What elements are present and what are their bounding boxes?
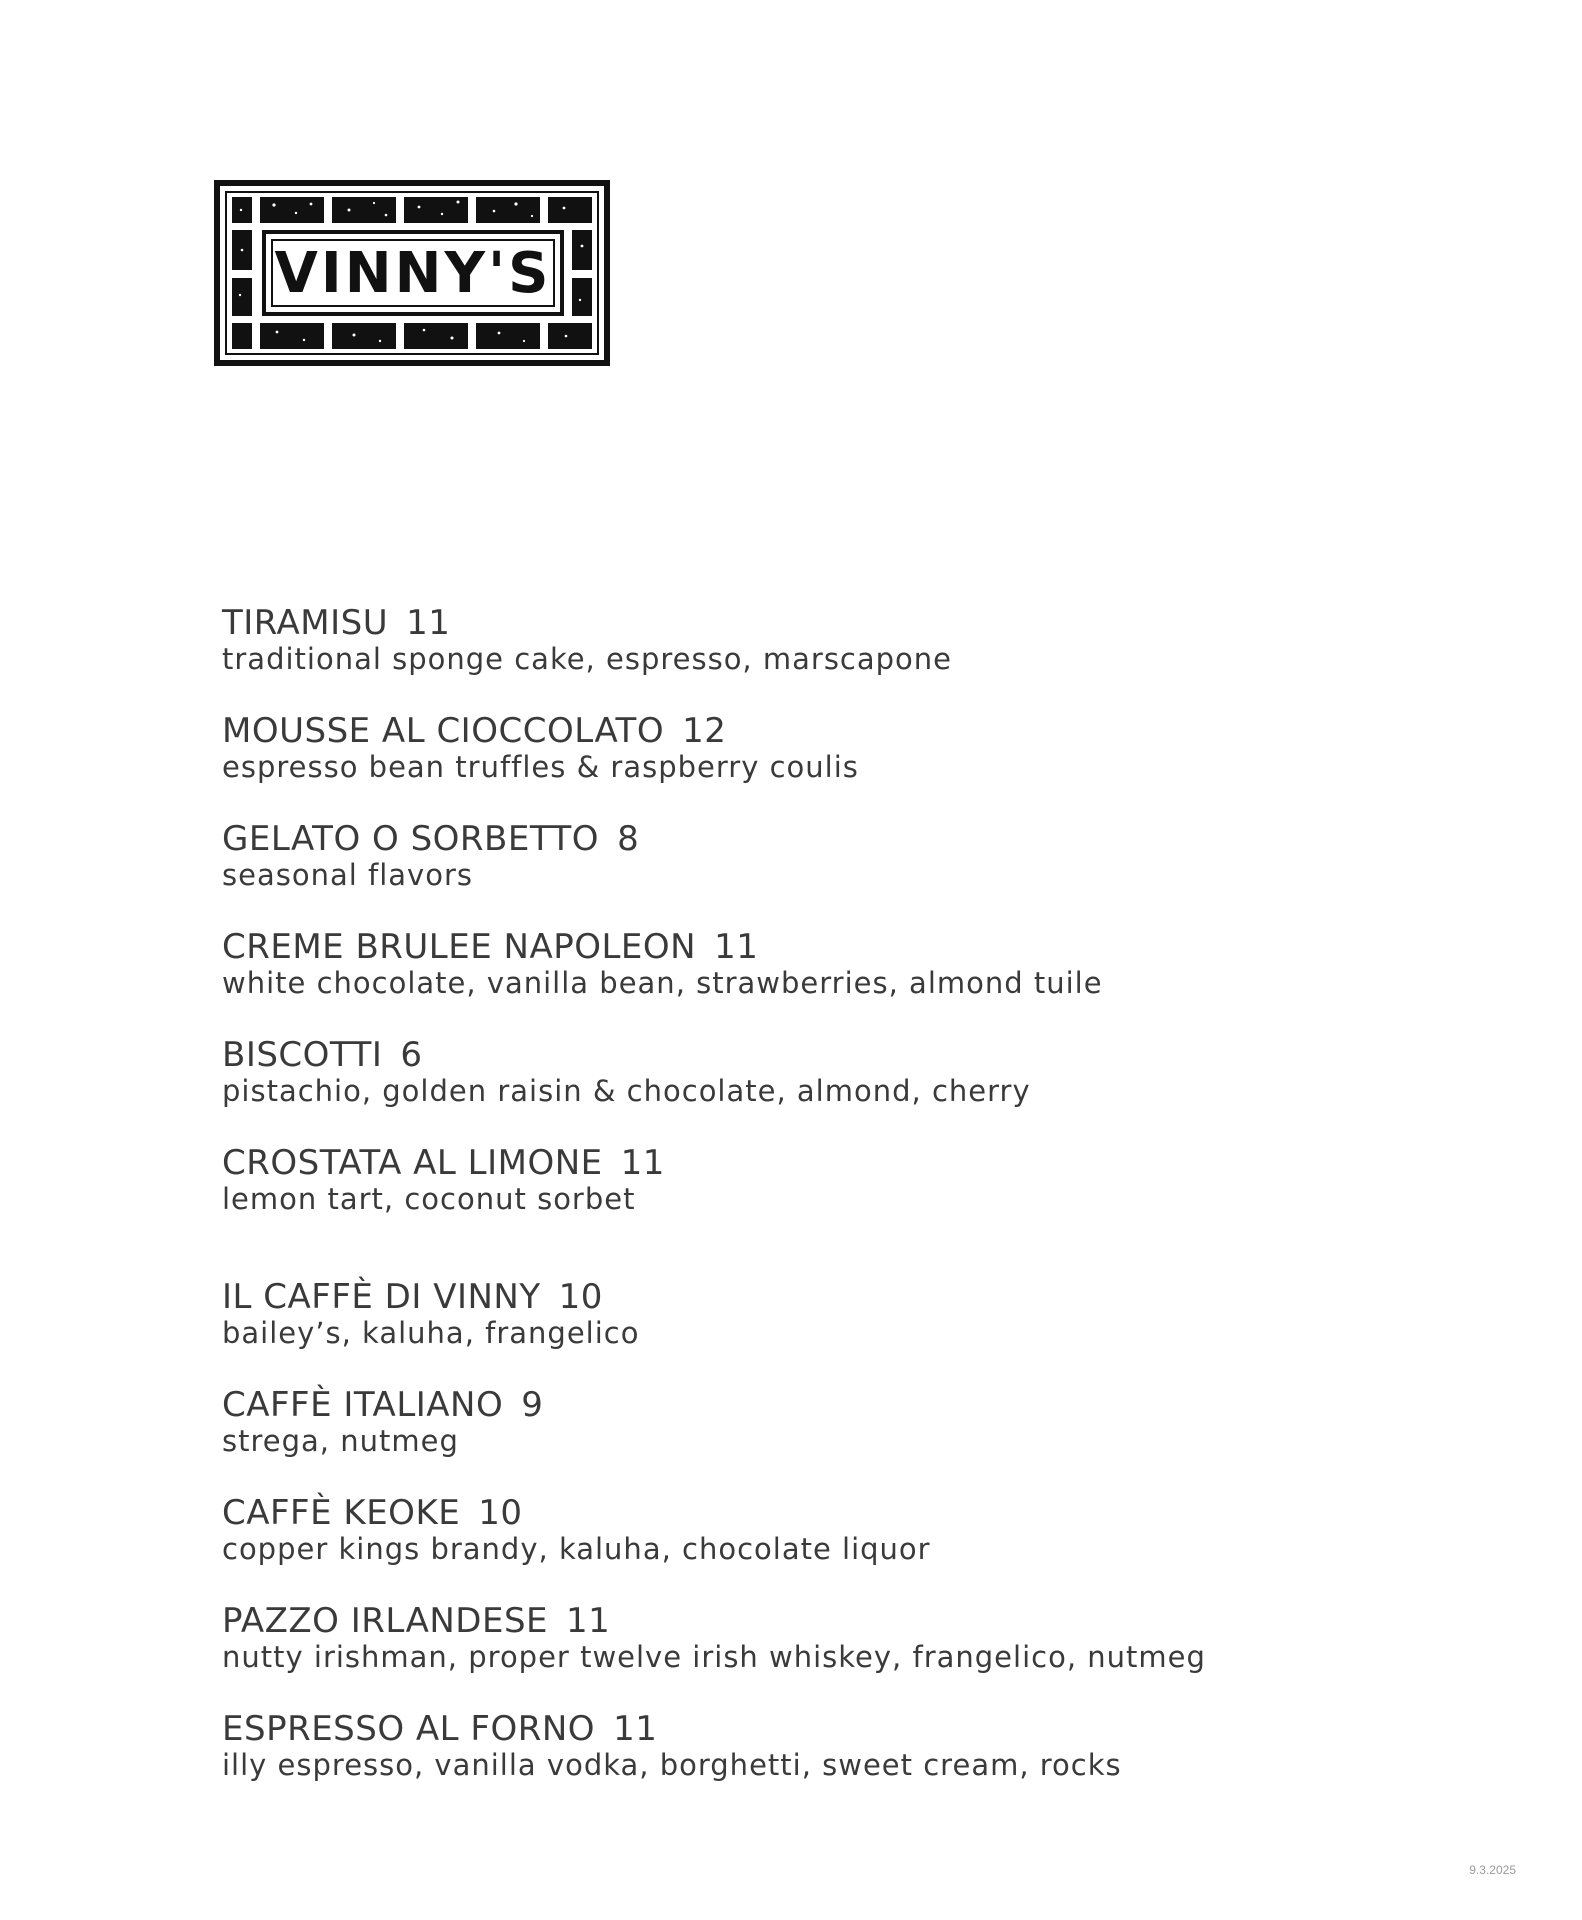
item-title xyxy=(222,712,1422,750)
item-name: TIRAMISU xyxy=(222,603,389,643)
item-name: GELATO O SORBETTO xyxy=(222,819,600,859)
item-price: 9 xyxy=(521,1385,544,1425)
item-title xyxy=(222,1386,1422,1424)
item-description: seasonal flavors xyxy=(222,858,473,892)
item-description: pistachio, golden raisin & chocolate, almond, cherry xyxy=(222,1074,1031,1108)
menu-item xyxy=(222,928,1422,1000)
menu-item xyxy=(222,1278,1422,1350)
dessert-menu xyxy=(222,604,1422,1782)
item-price: 11 xyxy=(714,927,759,967)
item-name: MOUSSE AL CIOCCOLATO xyxy=(222,711,665,751)
item-title xyxy=(222,820,1422,858)
item-title xyxy=(222,1278,1422,1316)
menu-item xyxy=(222,1602,1422,1674)
item-name: PAZZO IRLANDESE xyxy=(222,1601,549,1641)
item-price: 10 xyxy=(478,1493,523,1533)
logo-wordmark: VINNY'S xyxy=(274,241,552,306)
vinnys-logo xyxy=(214,180,610,366)
item-description: lemon tart, coconut sorbet xyxy=(222,1182,636,1216)
menu-item xyxy=(222,1494,1422,1566)
menu-item xyxy=(222,1386,1422,1458)
item-name: ESPRESSO AL FORNO xyxy=(222,1709,596,1749)
item-description: illy espresso, vanilla vodka, borghetti, sweet cream, rocks xyxy=(222,1748,1122,1782)
item-description: espresso bean truffles & raspberry coulis xyxy=(222,750,859,784)
menu-date: 9.3.2025 xyxy=(1469,1863,1516,1877)
item-name: IL CAFFÈ DI VINNY xyxy=(222,1277,541,1317)
item-price: 12 xyxy=(682,711,727,751)
menu-item xyxy=(222,1144,1422,1216)
item-name: BISCOTTI xyxy=(222,1035,383,1075)
item-name: CAFFÈ ITALIANO xyxy=(222,1385,504,1425)
item-description: copper kings brandy, kaluha, chocolate liquor xyxy=(222,1532,931,1566)
item-title xyxy=(222,604,1422,642)
item-price: 8 xyxy=(617,819,640,859)
item-description: traditional sponge cake, espresso, marscapone xyxy=(222,642,953,676)
item-name: CROSTATA AL LIMONE xyxy=(222,1143,603,1183)
item-price: 6 xyxy=(400,1035,423,1075)
menu-item xyxy=(222,1036,1422,1108)
item-description: strega, nutmeg xyxy=(222,1424,459,1458)
item-title xyxy=(222,1144,1422,1182)
item-name: CREME BRULEE NAPOLEON xyxy=(222,927,697,967)
item-title xyxy=(222,928,1422,966)
menu-item xyxy=(222,820,1422,892)
item-price: 11 xyxy=(613,1709,658,1749)
item-title xyxy=(222,1602,1422,1640)
item-description: nutty irishman, proper twelve irish whiskey, frangelico, nutmeg xyxy=(222,1640,1206,1674)
item-title xyxy=(222,1494,1422,1532)
menu-item xyxy=(222,712,1422,784)
item-name: CAFFÈ KEOKE xyxy=(222,1493,461,1533)
item-price: 11 xyxy=(566,1601,611,1641)
item-price: 11 xyxy=(406,603,451,643)
item-title xyxy=(222,1710,1422,1748)
item-price: 11 xyxy=(620,1143,665,1183)
menu-item xyxy=(222,1710,1422,1782)
item-price: 10 xyxy=(558,1277,603,1317)
item-title xyxy=(222,1036,1422,1074)
item-description: bailey’s, kaluha, frangelico xyxy=(222,1316,640,1350)
menu-item xyxy=(222,604,1422,676)
item-description: white chocolate, vanilla bean, strawberries, almond tuile xyxy=(222,966,1103,1000)
